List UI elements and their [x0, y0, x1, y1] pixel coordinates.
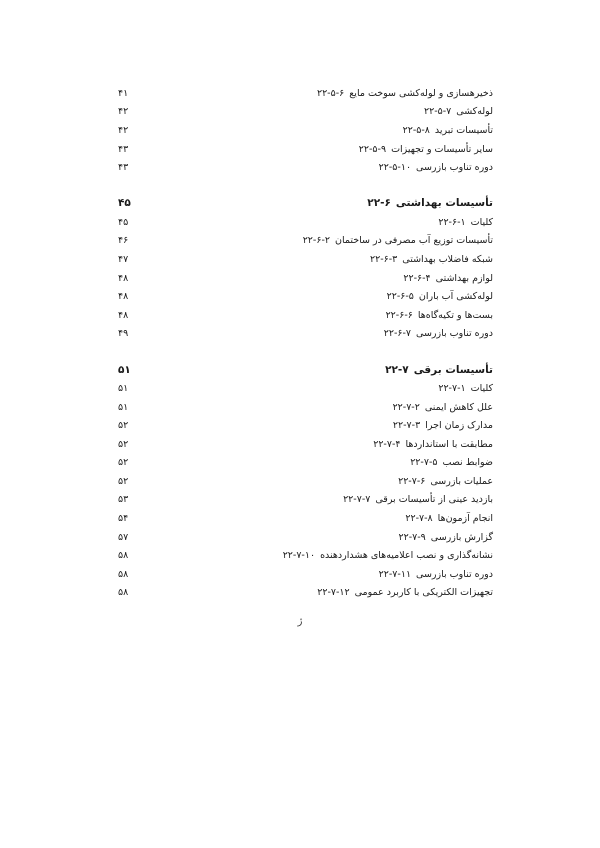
toc-page-number: ۴۵ [118, 197, 131, 210]
toc-title: بازدید عینی از تأسیسات برقی [375, 494, 493, 506]
toc-entry[interactable] [118, 325, 493, 344]
toc-page-number: ۵۱ [118, 401, 129, 413]
toc-section-number: ۲۲-۶-۳ [370, 253, 398, 265]
toc-section-number: ۲۲-۶-۲ [302, 235, 330, 247]
toc-title: دوره تناوب بازرسی [416, 162, 493, 174]
toc-title: تأسیسات برقی [413, 363, 493, 376]
toc-section-number: ۲۲-۶ [367, 197, 391, 210]
toc-title: لوله‌کشی [456, 106, 493, 118]
toc-entry[interactable] [118, 287, 493, 306]
toc-title: ذخیرهسازی و لوله‌کشی سوخت مایع [349, 87, 493, 99]
toc-title: علل کاهش ایمنی [424, 401, 493, 413]
toc-page-number: ۵۳ [118, 494, 129, 506]
toc-section-number: ۲۲-۷-۱ [438, 382, 466, 394]
toc-page-number: ۵۸ [118, 550, 129, 562]
toc-title: کلیات [470, 382, 493, 394]
toc-page-number: ۴۱ [118, 87, 129, 99]
toc-section-number: ۲۲-۷-۳ [392, 420, 421, 432]
toc-page-number: ۴۲ [118, 124, 129, 136]
toc-section-number: ۲۲-۵-۹ [358, 143, 387, 155]
toc-entry[interactable] [118, 158, 493, 177]
toc-title: لوله‌کشی آب باران [418, 291, 493, 303]
toc-title: نشانه‌گذاری و نصب اعلامیه‌های هشداردهنده [320, 550, 493, 562]
toc-page-number: ۴۸ [118, 291, 129, 303]
page-marker: ژ [297, 616, 303, 627]
toc-page-number: ۵۱ [118, 382, 129, 394]
toc-title: تأسیسات بهداشتی [395, 197, 493, 210]
toc-title: شبکه فاضلاب بهداشتی [402, 253, 493, 265]
toc-page-number: ۴۸ [118, 272, 129, 284]
toc-title: کلیات [470, 216, 493, 228]
toc-section-number: ۲۲-۵-۷ [424, 106, 452, 118]
toc-page-number: ۵۷ [118, 531, 129, 543]
toc-title: تأسیسات تبرید [434, 124, 493, 136]
toc-entry[interactable] [118, 435, 493, 454]
toc-page-number: ۴۳ [118, 143, 129, 155]
table-of-contents [118, 84, 493, 602]
toc-section-number: ۲۲-۷-۶ [398, 475, 426, 487]
toc-section-number: ۲۲-۷-۱۲ [317, 587, 350, 599]
toc-section-number: ۲۲-۵-۶ [316, 87, 345, 99]
toc-entry[interactable] [118, 213, 493, 232]
toc-page-number: ۴۸ [118, 309, 129, 321]
toc-entry[interactable] [118, 565, 493, 584]
toc-section-number: ۲۲-۷-۵ [410, 457, 438, 469]
section-spacer [118, 343, 493, 360]
toc-title: تجهیزات الکتریکی با کاربرد عمومی [354, 587, 493, 599]
toc-title: سایر تأسیسات و تجهیزات [391, 143, 493, 155]
toc-entry[interactable] [118, 416, 493, 435]
toc-section-heading[interactable] [118, 194, 493, 213]
toc-title: عملیات بازرسی [430, 475, 493, 487]
toc-entry[interactable] [118, 454, 493, 473]
toc-title: دوره تناوب بازرسی [416, 568, 493, 580]
toc-page-number: ۵۲ [118, 475, 129, 487]
toc-section-number: ۲۲-۶-۵ [386, 291, 414, 303]
toc-entry[interactable] [118, 379, 493, 398]
section-spacer [118, 177, 493, 194]
toc-entry[interactable] [118, 398, 493, 417]
toc-entry[interactable] [118, 269, 493, 288]
toc-title: بست‌ها و تکیه‌گاه‌ها [417, 309, 493, 321]
toc-section-heading[interactable] [118, 360, 493, 379]
toc-page-number: ۴۵ [118, 216, 129, 228]
toc-page-number: ۵۲ [118, 438, 129, 450]
toc-entry[interactable] [118, 250, 493, 269]
toc-title: انجام آزمون‌ها [437, 513, 493, 525]
toc-section-number: ۲۲-۷-۱۱ [378, 568, 412, 580]
toc-section-number: ۲۲-۷-۷ [343, 494, 371, 506]
toc-page-number: ۵۲ [118, 457, 129, 469]
toc-page-number: ۴۷ [118, 253, 129, 265]
toc-title: ضوابط نصب [442, 457, 493, 469]
toc-page-number: ۴۹ [118, 328, 129, 340]
toc-section-number: ۲۲-۶-۶ [385, 309, 413, 321]
toc-section-number: ۲۲-۷-۸ [405, 513, 433, 525]
toc-entry[interactable] [118, 232, 493, 251]
toc-entry[interactable] [118, 121, 493, 140]
toc-section-number: ۲۲-۷ [385, 363, 409, 376]
toc-page-number: ۵۲ [118, 420, 129, 432]
toc-section-number: ۲۲-۶-۴ [403, 272, 431, 284]
toc-entry[interactable] [118, 528, 493, 547]
toc-page-number: ۴۲ [118, 106, 129, 118]
toc-page-number: ۴۶ [118, 235, 129, 247]
toc-title: لوازم بهداشتی [435, 272, 493, 284]
toc-title: مدارک زمان اجرا [425, 420, 493, 432]
toc-section-number: ۲۲-۷-۱۰ [282, 550, 316, 562]
toc-entry[interactable] [118, 584, 493, 603]
toc-section-number: ۲۲-۷-۲ [392, 401, 420, 413]
toc-title: تأسیسات توزیع آب مصرفی در ساختمان [334, 235, 493, 247]
toc-section-number: ۲۲-۵-۱۰ [378, 162, 412, 174]
toc-entry[interactable] [118, 546, 493, 565]
toc-entry[interactable] [118, 472, 493, 491]
toc-section-number: ۲۲-۶-۱ [438, 216, 466, 228]
toc-entry[interactable] [118, 509, 493, 528]
toc-entry[interactable] [118, 306, 493, 325]
toc-section-number: ۲۲-۶-۷ [383, 328, 412, 340]
toc-title: مطابقت با استانداردها [405, 438, 493, 450]
toc-entry[interactable] [118, 103, 493, 122]
toc-entry[interactable] [118, 84, 493, 103]
toc-section-number: ۲۲-۵-۸ [402, 124, 430, 136]
toc-page-number: ۵۸ [118, 587, 129, 599]
toc-entry[interactable] [118, 140, 493, 159]
toc-page-number: ۵۴ [118, 513, 129, 525]
toc-title: دوره تناوب بازرسی [416, 328, 493, 340]
toc-entry[interactable] [118, 491, 493, 510]
toc-page-number: ۵۱ [118, 363, 131, 376]
toc-section-number: ۲۲-۷-۴ [373, 438, 401, 450]
toc-page-number: ۴۳ [118, 162, 129, 174]
toc-page-number: ۵۸ [118, 568, 129, 580]
toc-section-number: ۲۲-۷-۹ [398, 531, 426, 543]
toc-title: گزارش بازرسی [430, 531, 493, 543]
